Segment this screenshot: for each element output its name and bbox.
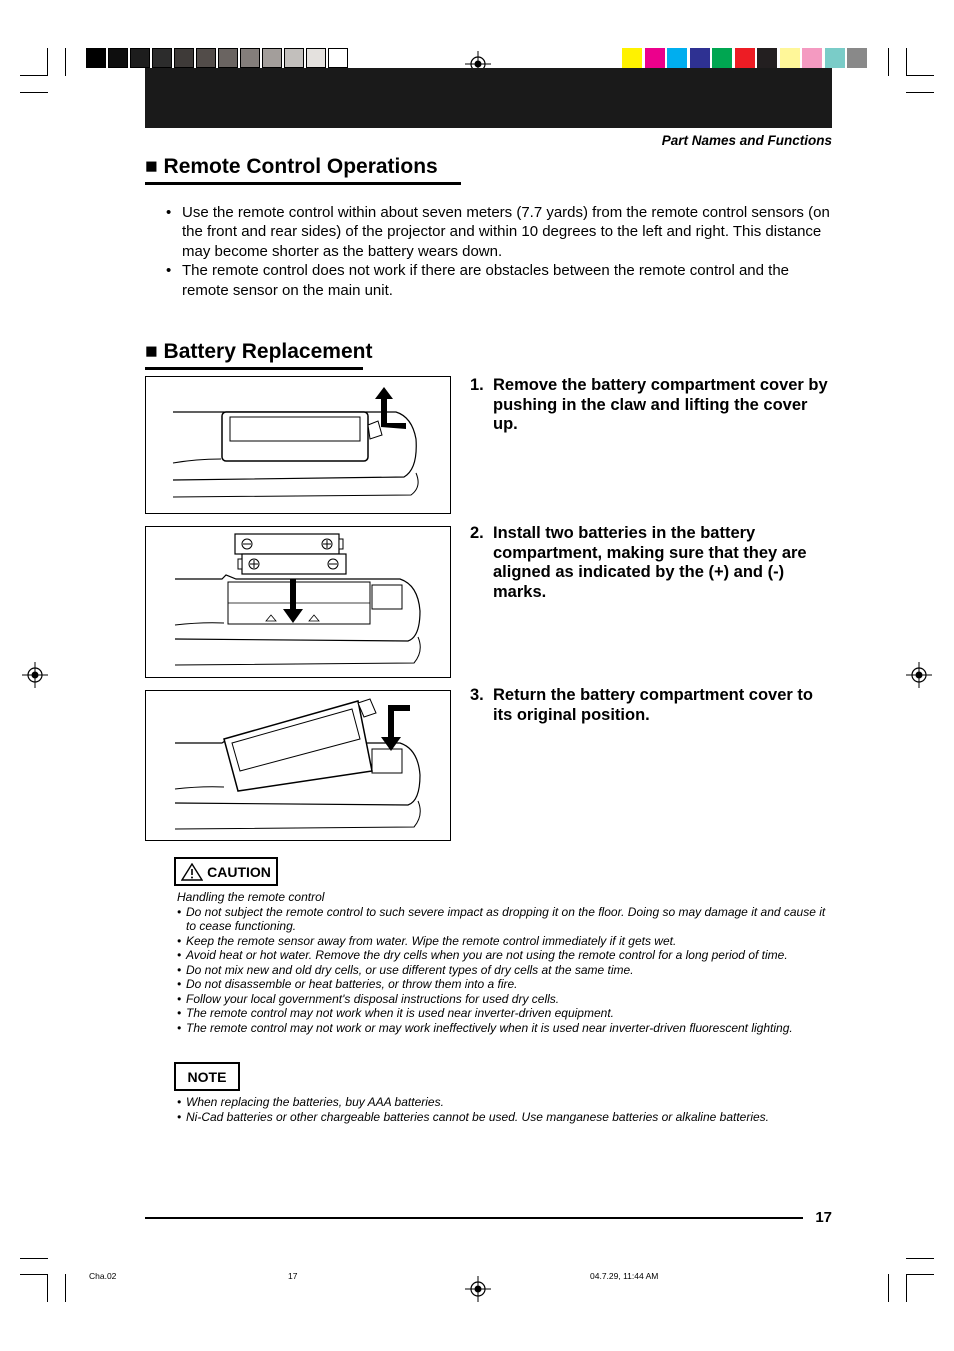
step-text: Install two batteries in the battery compartment, making sure that they are aligned as indicated by the (+) and (-) marks. <box>493 524 807 601</box>
color-swatch <box>622 48 642 68</box>
list-item-text: Avoid heat or hot water. Remove the dry cells when you are not using the remote control for a long period of time. <box>186 948 788 962</box>
list-item <box>177 963 837 978</box>
caution-intro: Handling the remote control <box>177 890 325 904</box>
gray-swatch <box>152 48 172 68</box>
footer-rule <box>145 1217 803 1219</box>
color-swatch <box>690 48 710 68</box>
color-swatch <box>735 48 755 68</box>
list-item-text: Follow your local government's disposal instructions for used dry cells. <box>186 991 560 1006</box>
page-number: 17 <box>815 1209 832 1226</box>
color-swatch <box>780 48 800 68</box>
crop-mark <box>906 1258 934 1259</box>
list-item <box>177 934 837 949</box>
step-text: Return the battery compartment cover to its original position. <box>493 686 813 724</box>
crop-mark <box>20 1258 48 1259</box>
step-1 <box>470 376 835 435</box>
gray-swatch <box>86 48 106 68</box>
list-item <box>177 977 837 992</box>
note-badge <box>174 1062 240 1091</box>
color-swatch <box>645 48 665 68</box>
list-item-text: Do not subject the remote control to such severe impact as dropping it on the floor. Doing so may damage it and cause it to cease functioning. <box>186 904 826 933</box>
list-item <box>177 948 837 963</box>
caution-text <box>177 890 837 1035</box>
crop-mark <box>888 48 889 76</box>
figure-remove-cover <box>145 376 451 514</box>
crop-mark <box>65 1274 66 1302</box>
list-item-text: Do not mix new and old dry cells, or use different types of dry cells at the same time. <box>186 962 634 977</box>
bullet: • <box>177 991 182 1006</box>
list-item <box>177 992 837 1007</box>
gray-swatch <box>262 48 282 68</box>
color-swatch <box>757 48 777 68</box>
heading-square-icon: ■ <box>145 155 158 178</box>
list-item <box>166 203 836 261</box>
color-swatch <box>847 48 867 68</box>
remote-cover-open-illustration <box>146 377 450 513</box>
figure-install-batteries <box>145 526 451 678</box>
bullet: • <box>177 977 182 991</box>
registration-mark-icon <box>465 1276 491 1302</box>
step-number: 1. <box>470 376 484 394</box>
gray-swatch <box>174 48 194 68</box>
section-label: Part Names and Functions <box>661 133 832 148</box>
color-swatch <box>712 48 732 68</box>
list-item-text: The remote control may not work or may work ineffectively when it is used near inverter-driven fluorescent lighting. <box>186 1020 793 1035</box>
bullet: • <box>177 1095 182 1109</box>
list-item <box>177 1021 837 1036</box>
list-item <box>166 261 836 300</box>
registration-mark-icon <box>22 662 48 688</box>
crop-mark <box>906 48 907 76</box>
footer-file: Cha.02 <box>89 1271 117 1281</box>
bullet: • <box>177 962 182 977</box>
bullet: • <box>177 904 182 919</box>
crop-mark <box>47 48 48 76</box>
step-2 <box>470 524 835 602</box>
bullet: • <box>177 1006 182 1020</box>
figure-return-cover <box>145 690 451 841</box>
battery-heading <box>145 340 372 364</box>
bullet: • <box>166 204 172 221</box>
footer-timestamp: 04.7.29, 11:44 AM <box>590 1271 659 1281</box>
crop-mark <box>906 1274 934 1275</box>
list-item <box>177 1006 837 1021</box>
step-text: Remove the battery compartment cover by pushing in the claw and lifting the cover up. <box>493 376 828 434</box>
bullet: • <box>177 1020 182 1035</box>
bullet: • <box>166 262 172 280</box>
gray-swatch <box>240 48 260 68</box>
battery-title: Battery Replacement <box>163 340 373 363</box>
note-text <box>177 1095 837 1124</box>
crop-mark <box>20 1274 48 1275</box>
crop-mark <box>20 75 48 76</box>
gray-swatch <box>130 48 150 68</box>
crop-mark <box>906 92 934 93</box>
crop-mark <box>888 1274 889 1302</box>
crop-mark <box>65 48 66 76</box>
bullet: • <box>177 933 182 948</box>
color-swatch <box>802 48 822 68</box>
bullet: • <box>177 1109 182 1124</box>
gray-swatch <box>284 48 304 68</box>
list-item-text: The remote control does not work if there are obstacles between the remote control and the remote sensor on the main unit. <box>182 262 790 299</box>
list-item-text: Use the remote control within about seven meters (7.7 yards) from the remote control sensors (on the front and rear sides) of the projector and within 10 degrees to the left and right. This distance may become shorter as the battery wears down. <box>182 204 830 260</box>
gray-swatch <box>328 48 348 68</box>
step-3 <box>470 686 835 725</box>
crop-mark <box>906 75 934 76</box>
crop-mark <box>20 92 48 93</box>
bullet: • <box>177 948 182 962</box>
gray-swatch <box>218 48 238 68</box>
caution-badge <box>174 857 278 886</box>
step-number: 3. <box>470 686 484 704</box>
footer-sheet: 17 <box>288 1271 298 1281</box>
crop-mark <box>47 1274 48 1302</box>
remote-ops-heading <box>145 155 438 179</box>
color-swatch <box>667 48 687 68</box>
remote-cover-close-illustration <box>146 691 450 840</box>
list-item-text: Do not disassemble or heat batteries, or throw them into a fire. <box>186 977 518 991</box>
gray-swatch <box>108 48 128 68</box>
crop-mark <box>906 1274 907 1302</box>
remote-ops-bullets <box>166 203 836 300</box>
list-item-text: Ni-Cad batteries or other chargeable batteries cannot be used. Use manganese batteries or alkaline batteries. <box>186 1109 770 1124</box>
note-label: NOTE <box>187 1068 227 1085</box>
battery-underline <box>145 367 363 370</box>
list-item <box>177 1095 837 1110</box>
list-item <box>177 905 837 934</box>
registration-mark-icon <box>906 662 932 688</box>
gray-swatch <box>196 48 216 68</box>
list-item-text: The remote control may not work when it is used near inverter-driven equipment. <box>186 1006 614 1020</box>
remote-batteries-illustration <box>146 527 450 677</box>
list-item-text: Keep the remote sensor away from water. Wipe the remote control immediately if it gets wet. <box>186 933 677 948</box>
header-band <box>145 68 832 128</box>
heading-square-icon: ■ <box>145 340 158 363</box>
step-number: 2. <box>470 524 484 542</box>
list-item <box>177 1110 837 1125</box>
color-swatch <box>825 48 845 68</box>
list-item-text: When replacing the batteries, buy AAA batteries. <box>186 1095 444 1109</box>
caution-label: CAUTION <box>207 863 271 880</box>
warning-triangle-icon <box>181 863 203 881</box>
gray-swatch <box>306 48 326 68</box>
remote-ops-title: Remote Control Operations <box>163 155 438 178</box>
remote-ops-underline <box>145 182 461 185</box>
